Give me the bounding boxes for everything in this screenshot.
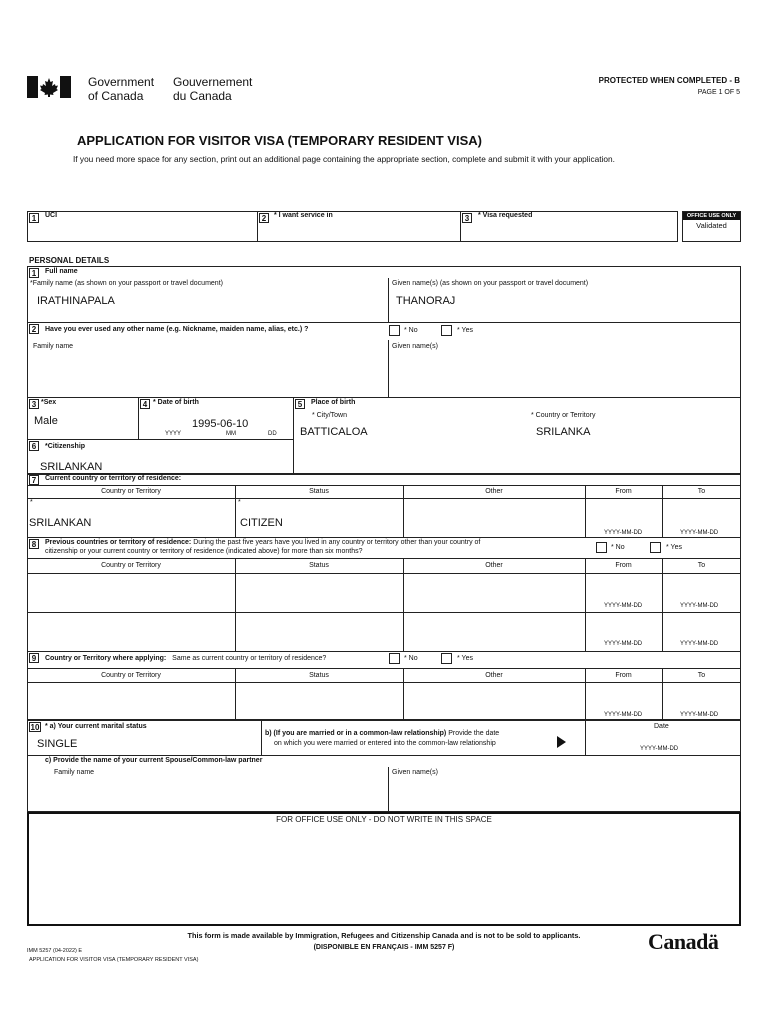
divider xyxy=(27,558,741,559)
gov-fr-line1: Gouvernement xyxy=(173,75,253,89)
office-use-badge: OFFICE USE ONLY xyxy=(683,212,740,220)
city-input[interactable]: BATTICALOA xyxy=(300,426,368,438)
marital-status-select[interactable]: SINGLE xyxy=(37,738,78,750)
service-in-label: * I want service in xyxy=(274,212,333,219)
current-country-select[interactable]: SRILANKAN xyxy=(29,517,92,529)
visa-requested-select[interactable] xyxy=(461,224,677,240)
to-date-input[interactable]: YYYY-MM-DD xyxy=(680,712,719,718)
divider xyxy=(27,485,741,486)
applying-status-input[interactable] xyxy=(237,684,401,718)
full-name-label: Full name xyxy=(45,268,78,275)
divider xyxy=(403,485,404,537)
gov-en-line1: Government xyxy=(88,75,155,89)
q-num: 2 xyxy=(259,213,269,223)
form-title: APPLICATION FOR VISITOR VISA (TEMPORARY RESIDENT VISA) xyxy=(77,133,482,148)
previous-residence-text1: During the past five years have you lived in any country or territory other than your country of xyxy=(191,539,481,546)
form-code: IMM 5257 (04-2022) E xyxy=(27,948,83,954)
col-to: To xyxy=(697,672,706,679)
divider xyxy=(585,558,586,651)
previous-residence-text2: citizenship or your current country or territory of residence (indicated above) for more than six months? xyxy=(45,548,363,555)
q-num: 6 xyxy=(29,441,39,451)
divider xyxy=(235,668,236,720)
place-of-birth-label: Place of birth xyxy=(311,399,356,406)
divider xyxy=(388,767,389,812)
q-num: 2 xyxy=(29,324,39,334)
spouse-family-name-input[interactable] xyxy=(30,780,385,810)
col-from: From xyxy=(615,488,632,495)
canada-flag-icon xyxy=(27,76,71,98)
col-country: Country or Territory xyxy=(101,562,161,569)
prev-status-input-1[interactable] xyxy=(237,575,401,611)
other-given-name-label: Given name(s) xyxy=(392,343,438,350)
footer-french: (DISPONIBLE EN FRANÇAIS - IMM 5257 F) xyxy=(313,944,455,951)
gov-en-line2: of Canada xyxy=(88,89,144,103)
to-date-input[interactable]: YYYY-MM-DD xyxy=(680,530,719,536)
uci-label: UCI xyxy=(45,212,58,219)
validated-label: Validated xyxy=(696,221,727,230)
divider xyxy=(261,720,262,755)
canada-wordmark: Canadä xyxy=(648,929,719,954)
previous-residence-label xyxy=(45,538,480,556)
col-status: Status xyxy=(309,488,329,495)
previous-residence-no-checkbox[interactable] xyxy=(596,542,607,553)
protected-label: PROTECTED WHEN COMPLETED - B xyxy=(598,76,740,85)
birth-country-label: * Country or Territory xyxy=(531,412,596,419)
divider xyxy=(403,558,404,651)
dob-input[interactable]: 1995-06-10 xyxy=(192,418,249,430)
gov-fr xyxy=(173,75,252,103)
applying-country-input[interactable] xyxy=(29,684,233,718)
other-name-no-checkbox[interactable] xyxy=(389,325,400,336)
q-num: 3 xyxy=(462,213,472,223)
divider xyxy=(662,668,663,720)
no-label: * No xyxy=(404,327,418,334)
applying-other-input[interactable] xyxy=(405,684,583,718)
divider xyxy=(27,322,741,323)
col-from: From xyxy=(615,672,632,679)
sex-label: *Sex xyxy=(41,399,57,406)
dd-hint: DD xyxy=(268,431,277,437)
visa-requested-label: * Visa requested xyxy=(478,212,533,219)
family-name-label: *Family name (as shown on your passport or travel document) xyxy=(30,280,223,287)
footer-notice: This form is made available by Immigration, Refugees and Citizenship Canada and is not to be sold to applicants. xyxy=(187,931,581,940)
col-status: Status xyxy=(309,672,329,679)
no-label: * No xyxy=(404,655,418,662)
divider xyxy=(27,668,741,669)
divider xyxy=(27,651,741,652)
citizenship-label: *Citizenship xyxy=(45,443,86,450)
form-name: APPLICATION FOR VISITOR VISA (TEMPORARY RESIDENT VISA) xyxy=(29,957,199,963)
yyyy-hint: YYYY xyxy=(165,431,182,437)
divider xyxy=(585,668,586,720)
spouse-given-name-label: Given name(s) xyxy=(392,769,438,776)
marriage-date-text1: Provide the date xyxy=(446,730,500,737)
col-country: Country or Territory xyxy=(101,488,161,495)
spouse-family-name-label: Family name xyxy=(54,769,95,776)
divider xyxy=(235,558,236,651)
sex-select[interactable]: Male xyxy=(34,415,58,427)
divider xyxy=(27,439,293,440)
prev-status-input-2[interactable] xyxy=(237,614,401,649)
from-date-input[interactable]: YYYY-MM-DD xyxy=(604,641,643,647)
yes-label: * Yes xyxy=(666,544,682,551)
current-residence-label: Current country or territory of residence: xyxy=(45,475,182,482)
divider xyxy=(27,397,741,398)
q-num: 1 xyxy=(29,213,39,223)
current-other-input[interactable] xyxy=(405,500,583,535)
prev-country-input-1[interactable] xyxy=(29,575,233,611)
marriage-date-input[interactable]: YYYY-MM-DD xyxy=(640,746,679,752)
applying-country-text: Same as current country or territory of residence? xyxy=(172,655,327,662)
previous-residence-yes-checkbox[interactable] xyxy=(650,542,661,553)
col-to: To xyxy=(697,488,706,495)
other-family-name-input[interactable] xyxy=(30,353,385,395)
divider xyxy=(585,720,586,755)
divider xyxy=(388,340,389,397)
q-num: 4 xyxy=(140,399,150,409)
date-label: Date xyxy=(654,723,669,730)
gov-fr-line2: du Canada xyxy=(173,89,232,103)
divider xyxy=(235,485,236,537)
divider xyxy=(662,558,663,651)
col-other: Other xyxy=(485,562,503,569)
required-star: * xyxy=(238,499,241,506)
other-family-name-label: Family name xyxy=(33,343,74,350)
marriage-date-bold: b) (If you are married or in a common-law relationship) xyxy=(265,730,447,737)
service-in-select[interactable] xyxy=(258,224,458,240)
divider xyxy=(293,397,294,474)
office-use-label: FOR OFFICE USE ONLY - DO NOT WRITE IN THIS SPACE xyxy=(276,815,492,824)
applying-country-label xyxy=(45,655,326,662)
q-num: 3 xyxy=(29,399,39,409)
city-label: * City/Town xyxy=(312,412,348,419)
divider xyxy=(662,485,663,537)
other-name-label: Have you ever used any other name (e.g. Nickname, maiden name, alias, etc.) ? xyxy=(45,326,309,333)
divider xyxy=(403,668,404,720)
uci-input[interactable] xyxy=(28,224,256,240)
marriage-date-text2: on which you were married or entered into the common-law relationship xyxy=(274,740,496,747)
to-date-input[interactable]: YYYY-MM-DD xyxy=(680,603,719,609)
required-star: * xyxy=(30,499,33,506)
divider xyxy=(27,498,741,499)
divider xyxy=(27,682,741,683)
divider xyxy=(27,573,741,574)
page-count: PAGE 1 OF 5 xyxy=(697,89,740,96)
to-date-input[interactable]: YYYY-MM-DD xyxy=(680,641,719,647)
given-name-label: Given name(s) (as shown on your passport or travel document) xyxy=(392,280,589,287)
prev-country-input-2[interactable] xyxy=(29,614,233,649)
yes-label: * Yes xyxy=(457,327,473,334)
arrow-right-icon xyxy=(556,736,566,748)
q-num: 5 xyxy=(295,399,305,409)
q-num: 10 xyxy=(30,723,40,732)
spouse-name-label: c) Provide the name of your current Spouse/Common-law partner xyxy=(45,757,263,764)
office-use-area xyxy=(27,812,741,926)
col-from: From xyxy=(615,562,632,569)
dob-label: * Date of birth xyxy=(153,399,199,406)
given-name-input[interactable]: THANORAJ xyxy=(396,295,456,307)
prev-other-input-1[interactable] xyxy=(405,575,583,611)
mm-hint: MM xyxy=(226,431,236,437)
same-country-yes-checkbox[interactable] xyxy=(441,653,452,664)
divider xyxy=(585,485,586,537)
family-name-input[interactable]: IRATHINAPALA xyxy=(37,295,115,307)
applying-country-bold: Country or Territory where applying: xyxy=(45,655,167,662)
col-status: Status xyxy=(309,562,329,569)
prev-other-input-2[interactable] xyxy=(405,614,583,649)
marriage-date-label xyxy=(265,729,499,749)
current-status-select[interactable]: CITIZEN xyxy=(240,517,283,529)
col-other: Other xyxy=(485,672,503,679)
col-to: To xyxy=(697,562,706,569)
marital-status-label: * a) Your current marital status xyxy=(45,723,147,730)
col-country: Country or Territory xyxy=(101,672,161,679)
spouse-given-name-input[interactable] xyxy=(390,780,738,810)
previous-residence-bold: Previous countries or territory of residence: xyxy=(45,539,192,546)
divider xyxy=(27,755,741,756)
from-date-input[interactable]: YYYY-MM-DD xyxy=(604,603,643,609)
q-num: 9 xyxy=(29,653,39,663)
other-given-name-input[interactable] xyxy=(390,353,738,395)
other-name-yes-checkbox[interactable] xyxy=(441,325,452,336)
divider xyxy=(388,278,389,322)
q-num: 8 xyxy=(29,539,39,549)
same-country-no-checkbox[interactable] xyxy=(389,653,400,664)
gov-en xyxy=(88,75,154,103)
q-num: 1 xyxy=(29,268,39,278)
form-subtitle: If you need more space for any section, print out an additional page containing the appropriate section, complete and submit it with your application. xyxy=(73,154,615,164)
section-heading: PERSONAL DETAILS xyxy=(29,256,110,265)
citizenship-select[interactable]: SRILANKAN xyxy=(40,461,103,473)
q-num: 7 xyxy=(29,475,39,485)
birth-country-select[interactable]: SRILANKA xyxy=(536,426,591,438)
no-label: * No xyxy=(611,544,625,551)
yes-label: * Yes xyxy=(457,655,473,662)
divider xyxy=(27,612,741,613)
col-other: Other xyxy=(485,488,503,495)
divider xyxy=(138,397,139,439)
from-date-input[interactable]: YYYY-MM-DD xyxy=(604,530,643,536)
from-date-input[interactable]: YYYY-MM-DD xyxy=(604,712,643,718)
